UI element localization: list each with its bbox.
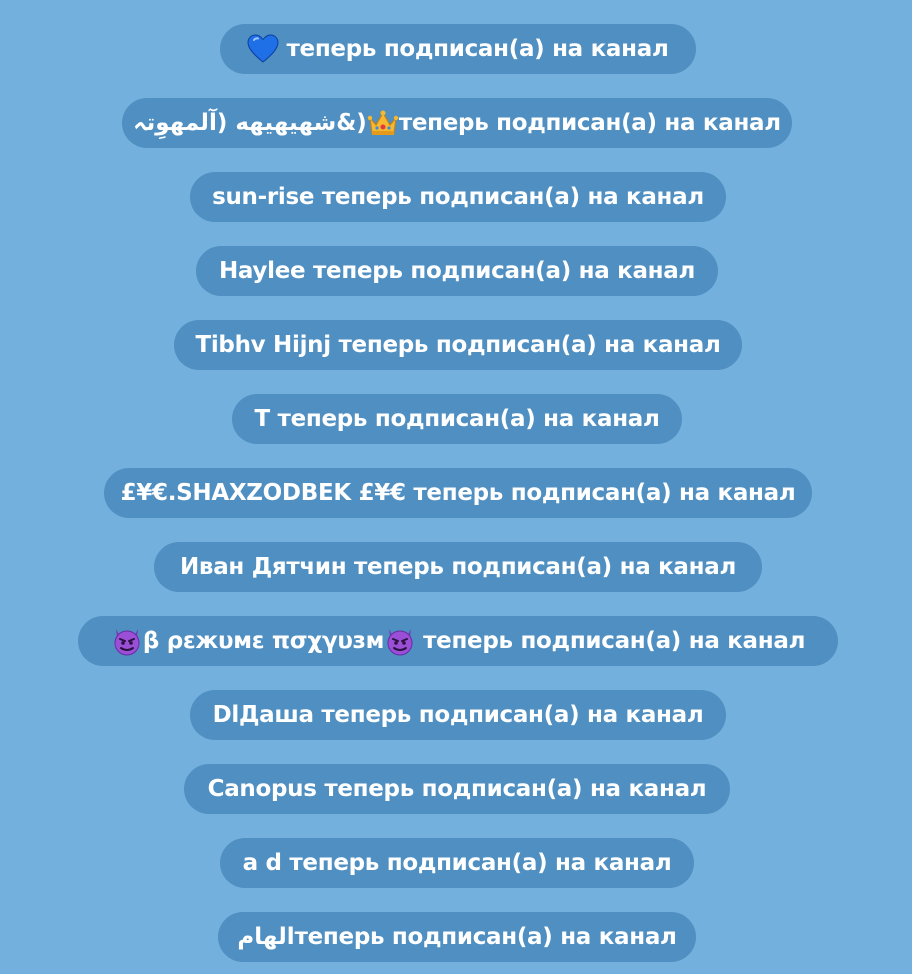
- join-message-text: DlДаша теперь подписан(а) на канал: [212, 702, 704, 728]
- join-message-text: sun-rise теперь подписан(а) на канал: [212, 184, 704, 210]
- join-message-text: a d теперь подписан(а) на канал: [242, 850, 672, 876]
- join-message: [174, 320, 742, 370]
- join-message: [218, 912, 696, 962]
- join-message: [232, 394, 682, 444]
- join-message: [190, 690, 726, 740]
- subscriber-name: β ρεжυмε πσχγυзм: [142, 628, 385, 654]
- join-message-text: Canopus теперь подписан(а) на канал: [207, 776, 707, 802]
- join-message: [104, 468, 812, 518]
- join-message: [78, 616, 838, 666]
- devil-icon: [384, 626, 416, 656]
- subscriber-name: (&شهيهيهه (آلمهوِتہ: [133, 110, 367, 136]
- blue-heart-icon: [247, 34, 279, 64]
- join-message-text: Haylee теперь подписан(а) на канал: [218, 258, 696, 284]
- join-message-text: Иван Дятчин теперь подписан(а) на канал: [179, 554, 737, 580]
- join-message-text: Tibhv Hijnj теперь подписан(а) на канал: [195, 332, 721, 358]
- join-message-text: T теперь подписан(а) на канал: [254, 406, 660, 432]
- join-message-text: теперь подписан(а) на канал: [294, 924, 677, 950]
- join-message: [220, 24, 696, 74]
- join-message: [154, 542, 762, 592]
- devil-icon: [111, 626, 143, 656]
- join-message-text: £¥€.SHAXZODBEK £¥€ теперь подписан(а) на канал: [120, 480, 796, 506]
- join-message: [196, 246, 718, 296]
- join-message-text: теперь подписан(а) на канал: [398, 110, 781, 136]
- join-message-text: теперь подписан(а) на канал: [286, 36, 669, 62]
- join-message: [220, 838, 694, 888]
- subscriber-name: الهام: [237, 924, 295, 950]
- join-message: [190, 172, 726, 222]
- join-message: [122, 98, 792, 148]
- join-message: [184, 764, 730, 814]
- join-message-text: теперь подписан(а) на канал: [423, 628, 806, 654]
- crown-icon: [367, 109, 399, 137]
